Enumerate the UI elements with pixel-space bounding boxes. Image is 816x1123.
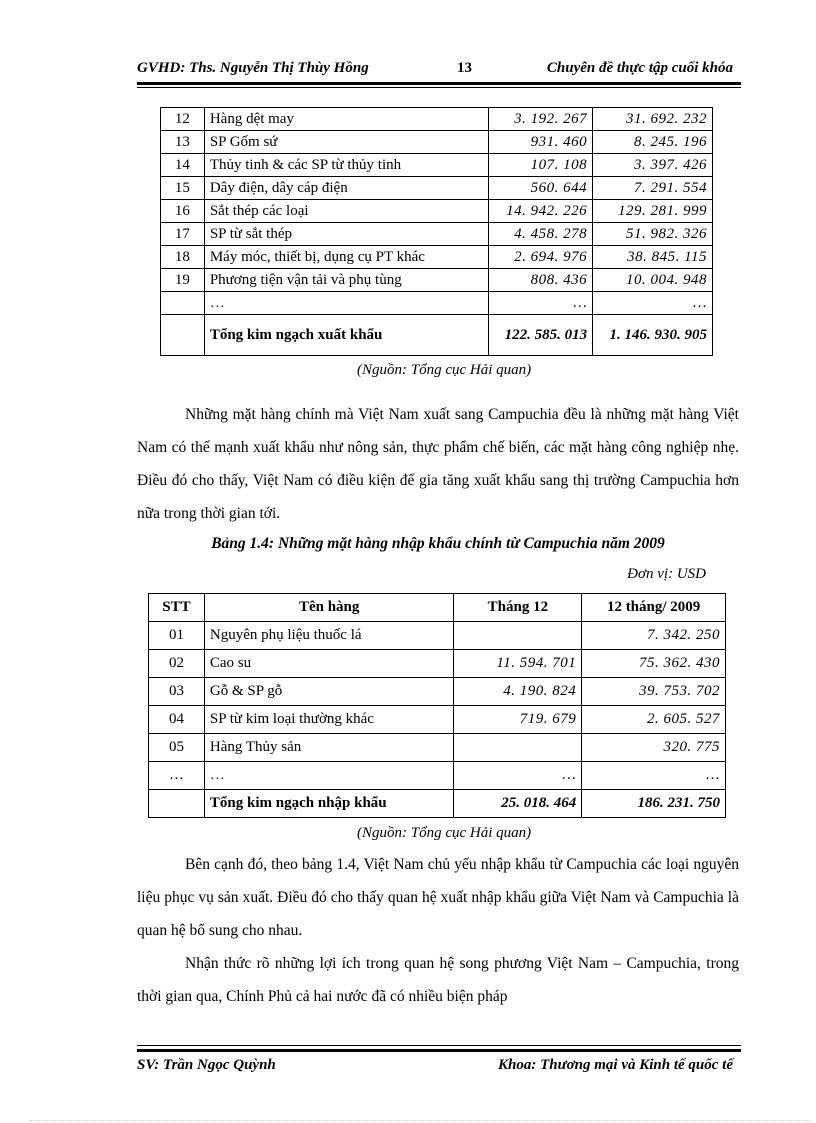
paragraph-1 — [137, 398, 739, 530]
value-month: … — [489, 292, 593, 315]
value-year: 31. 692. 232 — [593, 108, 713, 131]
table-row — [161, 200, 713, 223]
value-year: 51. 982. 326 — [593, 223, 713, 246]
item-name: Phương tiện vận tải và phụ tùng — [204, 269, 488, 292]
total-empty-cell — [149, 790, 205, 818]
value-month: 3. 192. 267 — [489, 108, 593, 131]
table-row — [161, 154, 713, 177]
table-header-row — [149, 594, 726, 622]
item-name: SP từ kim loại thường khác — [204, 706, 454, 734]
table-row — [149, 734, 726, 762]
value-year: 3. 397. 426 — [593, 154, 713, 177]
row-number: 17 — [161, 223, 205, 246]
value-month: 808. 436 — [489, 269, 593, 292]
column-header: 12 tháng/ 2009 — [582, 594, 726, 622]
value-year: 129. 281. 999 — [593, 200, 713, 223]
value-year: 75. 362. 430 — [582, 650, 726, 678]
item-name: Máy móc, thiết bị, dụng cụ PT khác — [204, 246, 488, 269]
table-row — [161, 292, 713, 315]
header-title: Chuyên đề thực tập cuối khóa — [546, 60, 733, 76]
table-caption: Bảng 1.4: Những mặt hàng nhập khẩu chính từ Campuchia năm 2009 — [211, 535, 665, 552]
column-header: Tên hàng — [204, 594, 454, 622]
value-year: … — [582, 762, 726, 790]
value-year: 8. 245. 196 — [593, 131, 713, 154]
header-rule-thin — [137, 87, 741, 88]
paragraph-3-text: Nhận thức rõ những lợi ích trong quan hệ song phương Việt Nam – Campuchia, trong thời gian qua, Chính Phủ cả hai nước đã có nhiều biện pháp — [137, 955, 739, 1005]
value-month — [454, 734, 582, 762]
table-row — [161, 269, 713, 292]
footer-rule-thin — [137, 1045, 741, 1046]
table-row — [149, 650, 726, 678]
value-month: … — [454, 762, 582, 790]
page-edge-dotted — [30, 1120, 810, 1121]
value-month: 2. 694. 976 — [489, 246, 593, 269]
item-name: … — [204, 762, 454, 790]
page-header — [137, 58, 739, 82]
total-row — [161, 315, 713, 356]
value-year: 10. 004. 948 — [593, 269, 713, 292]
footer-rule — [137, 1049, 741, 1052]
table-row — [161, 108, 713, 131]
item-name: Thủy tinh & các SP từ thủy tinh — [204, 154, 488, 177]
paragraph-2 — [137, 848, 739, 1013]
import-table — [148, 593, 726, 818]
row-number: 05 — [149, 734, 205, 762]
footer-student: SV: Trần Ngọc Quỳnh — [137, 1057, 276, 1073]
row-number: 04 — [149, 706, 205, 734]
row-number: 01 — [149, 622, 205, 650]
value-month: 4. 190. 824 — [454, 678, 582, 706]
value-month: 11. 594. 701 — [454, 650, 582, 678]
item-name: SP từ sắt thép — [204, 223, 488, 246]
total-month: 122. 585. 013 — [489, 315, 593, 356]
item-name: … — [204, 292, 488, 315]
total-label: Tổng kim ngạch nhập khẩu — [204, 790, 454, 818]
row-number: 03 — [149, 678, 205, 706]
page-number: 13 — [457, 60, 472, 76]
column-header: STT — [149, 594, 205, 622]
value-year: 38. 845. 115 — [593, 246, 713, 269]
header-rule — [137, 82, 741, 85]
row-number: 02 — [149, 650, 205, 678]
value-year: 2. 605. 527 — [582, 706, 726, 734]
value-month — [454, 622, 582, 650]
header-supervisor: GVHD: Ths. Nguyễn Thị Thùy Hồng — [137, 60, 369, 76]
value-month: 4. 458. 278 — [489, 223, 593, 246]
item-name: Cao su — [204, 650, 454, 678]
table-row — [149, 678, 726, 706]
item-name: Dây điện, dây cáp điện — [204, 177, 488, 200]
row-number: 18 — [161, 246, 205, 269]
item-name: Hàng dệt may — [204, 108, 488, 131]
row-number — [161, 292, 205, 315]
value-month: 560. 644 — [489, 177, 593, 200]
table-row — [161, 177, 713, 200]
column-header: Tháng 12 — [454, 594, 582, 622]
value-year: 7. 342. 250 — [582, 622, 726, 650]
total-year: 186. 231. 750 — [582, 790, 726, 818]
value-year: 320. 775 — [582, 734, 726, 762]
table-row — [149, 762, 726, 790]
value-month: 14. 942. 226 — [489, 200, 593, 223]
total-label: Tổng kim ngạch xuất khẩu — [204, 315, 488, 356]
item-name: Gỗ & SP gỗ — [204, 678, 454, 706]
item-name: Hàng Thủy sản — [204, 734, 454, 762]
value-year: 39. 753. 702 — [582, 678, 726, 706]
row-number: 12 — [161, 108, 205, 131]
source-note-1: (Nguồn: Tổng cục Hải quan) — [357, 362, 532, 378]
item-name: Nguyên phụ liệu thuốc lá — [204, 622, 454, 650]
value-month: 107. 108 — [489, 154, 593, 177]
row-number: 14 — [161, 154, 205, 177]
row-number: 19 — [161, 269, 205, 292]
value-month: 931. 460 — [489, 131, 593, 154]
item-name: SP Gốm sứ — [204, 131, 488, 154]
value-year: 7. 291. 554 — [593, 177, 713, 200]
total-year: 1. 146. 930. 905 — [593, 315, 713, 356]
export-table — [160, 107, 713, 356]
value-month: 719. 679 — [454, 706, 582, 734]
table-row — [149, 622, 726, 650]
source-note-2: (Nguồn: Tổng cục Hải quan) — [357, 825, 532, 841]
row-number: 16 — [161, 200, 205, 223]
table-row — [161, 131, 713, 154]
total-empty-cell — [161, 315, 205, 356]
unit-label: Đơn vị: USD — [627, 566, 706, 582]
paragraph-2-text: Bên cạnh đó, theo bảng 1.4, Việt Nam chủ yếu nhập khẩu từ Campuchia các loại nguyên liệu phục vụ sản xuất. Điều đó cho thấy quan hệ xuất nhập khẩu giữa Việt Nam và Campuchia là quan hệ bổ sung cho nhau. — [137, 856, 739, 939]
table-row — [161, 246, 713, 269]
total-row — [149, 790, 726, 818]
item-name: Sắt thép các loại — [204, 200, 488, 223]
total-month: 25. 018. 464 — [454, 790, 582, 818]
row-number: 13 — [161, 131, 205, 154]
value-year: … — [593, 292, 713, 315]
table-row — [161, 223, 713, 246]
table-row — [149, 706, 726, 734]
row-number: … — [149, 762, 205, 790]
row-number: 15 — [161, 177, 205, 200]
footer-faculty: Khoa: Thương mại và Kinh tế quốc tế — [498, 1057, 733, 1073]
paragraph-1-text: Những mặt hàng chính mà Việt Nam xuất sang Campuchia đều là những mặt hàng Việt Nam có thế mạnh xuất khẩu như nông sản, thực phẩm chế biến, các mặt hàng công nghiệp nhẹ. Điều đó cho thấy, Việt Nam có điều kiện để gia tăng xuất khẩu sang thị trường Campuchia hơn nữa trong thời gian tới. — [137, 406, 739, 522]
